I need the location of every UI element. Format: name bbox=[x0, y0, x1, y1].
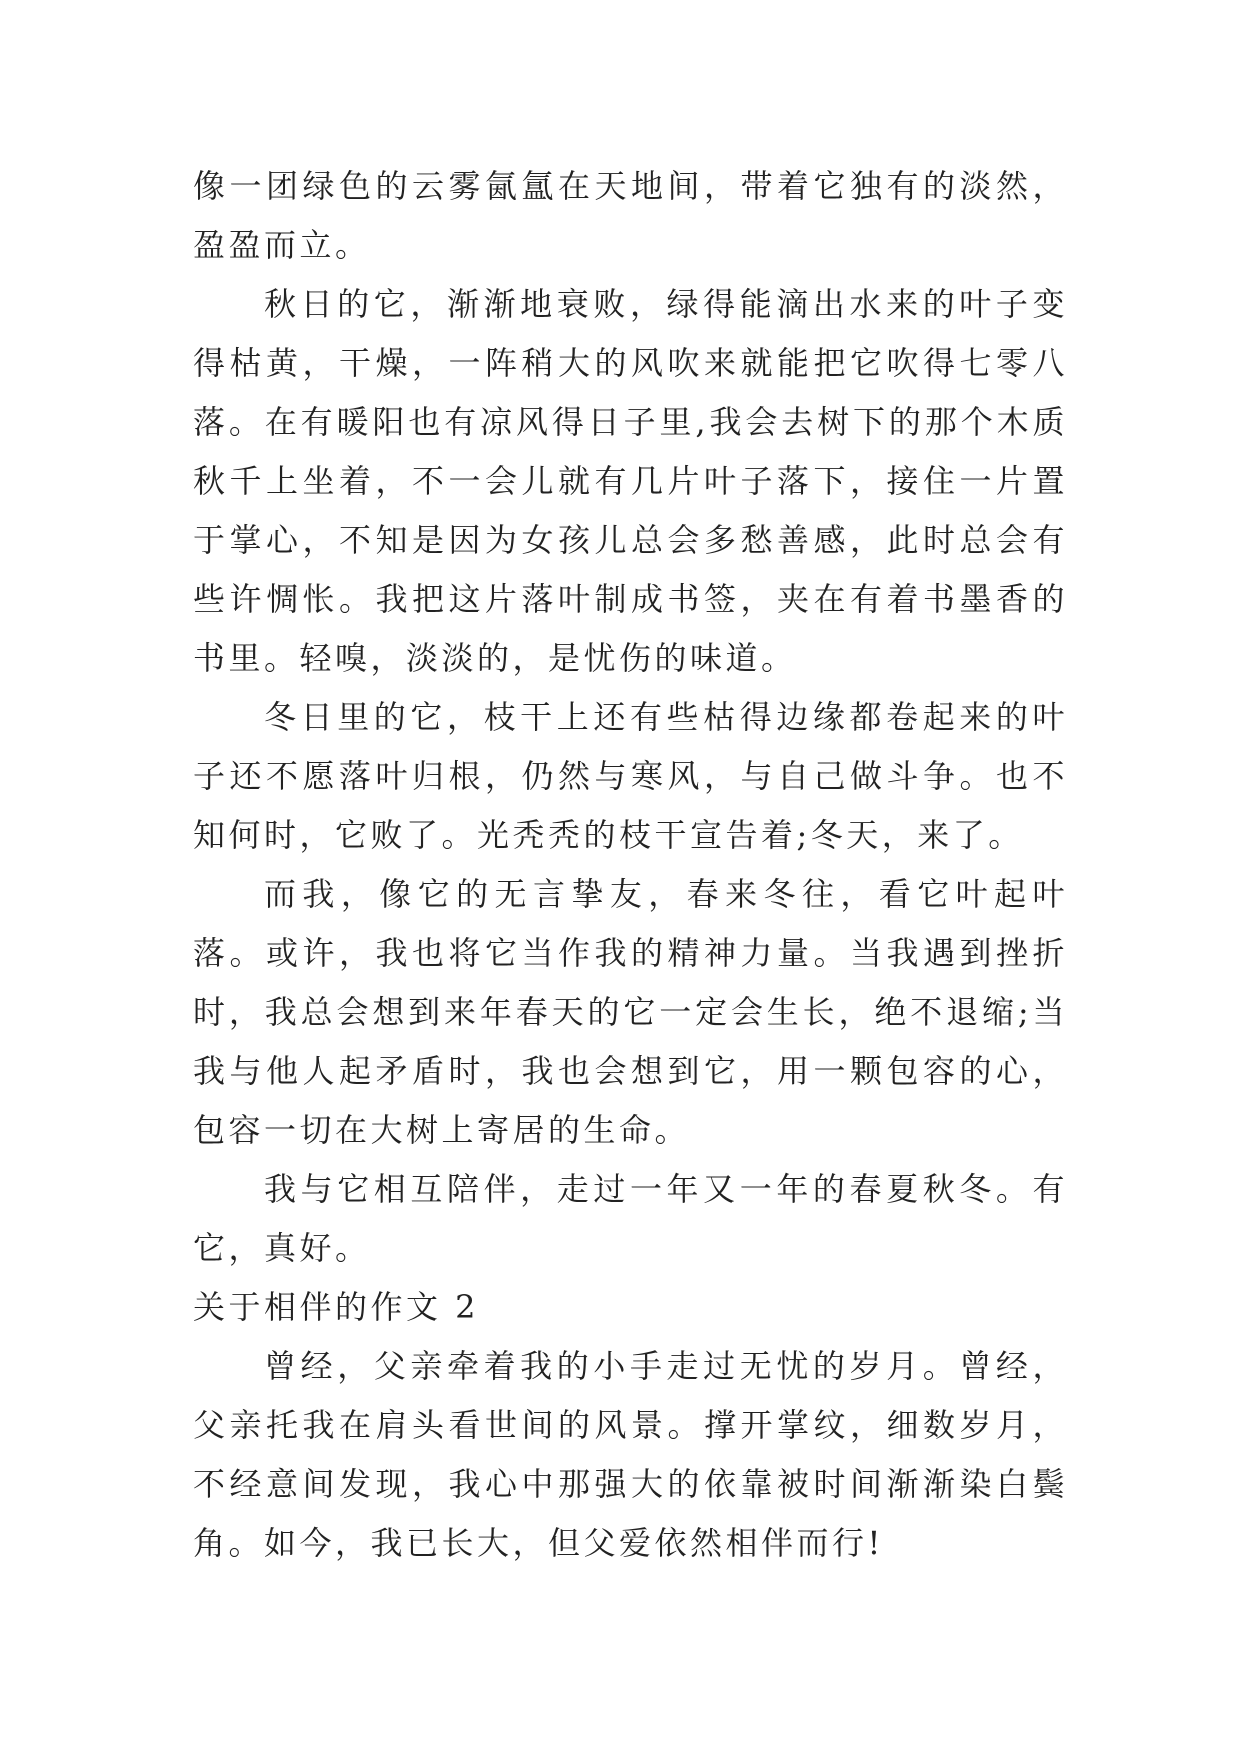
document-page bbox=[193, 157, 1068, 1573]
paragraph-1: 像一团绿色的云雾氤氲在天地间，带着它独有的淡然，盈盈而立。 bbox=[193, 167, 1068, 264]
paragraph-3: 冬日里的它，枝干上还有些枯得边缘都卷起来的叶子还不愿落叶归根，仍然与寒风，与自己做斗争。也不知何时，它败了。光秃秃的枝干宣告着;冬天，来了。 bbox=[193, 698, 1068, 854]
paragraph-4: 而我，像它的无言挚友，春来冬往，看它叶起叶落。或许，我也将它当作我的精神力量。当我遇到挫折时，我总会想到来年春天的它一定会生长，绝不退缩;当我与他人起矛盾时，我也会想到它，用一颗包容的心，包容一切在大树上寄居的生命。 bbox=[193, 875, 1068, 1149]
paragraph-5: 我与它相互陪伴，走过一年又一年的春夏秋冬。有它，真好。 bbox=[193, 1170, 1068, 1267]
paragraph-2: 秋日的它，渐渐地衰败，绿得能滴出水来的叶子变得枯黄，干燥，一阵稍大的风吹来就能把它吹得七零八落。在有暖阳也有凉风得日子里,我会去树下的那个木质秋千上坐着，不一会儿就有几片叶子落下，接住一片置于掌心，不知是因为女孩儿总会多愁善感，此时总会有些许惆怅。我把这片落叶制成书签，夹在有着书墨香的书里。轻嗅，淡淡的，是忧伤的味道。 bbox=[193, 285, 1068, 677]
paragraph-6: 曾经，父亲牵着我的小手走过无忧的岁月。曾经，父亲托我在肩头看世间的风景。撑开掌纹，细数岁月，不经意间发现，我心中那强大的依靠被时间渐渐染白鬓角。如今，我已长大，但父爱依然相伴而行! bbox=[193, 1347, 1068, 1562]
section-heading: 关于相伴的作文 2 bbox=[193, 1288, 480, 1326]
